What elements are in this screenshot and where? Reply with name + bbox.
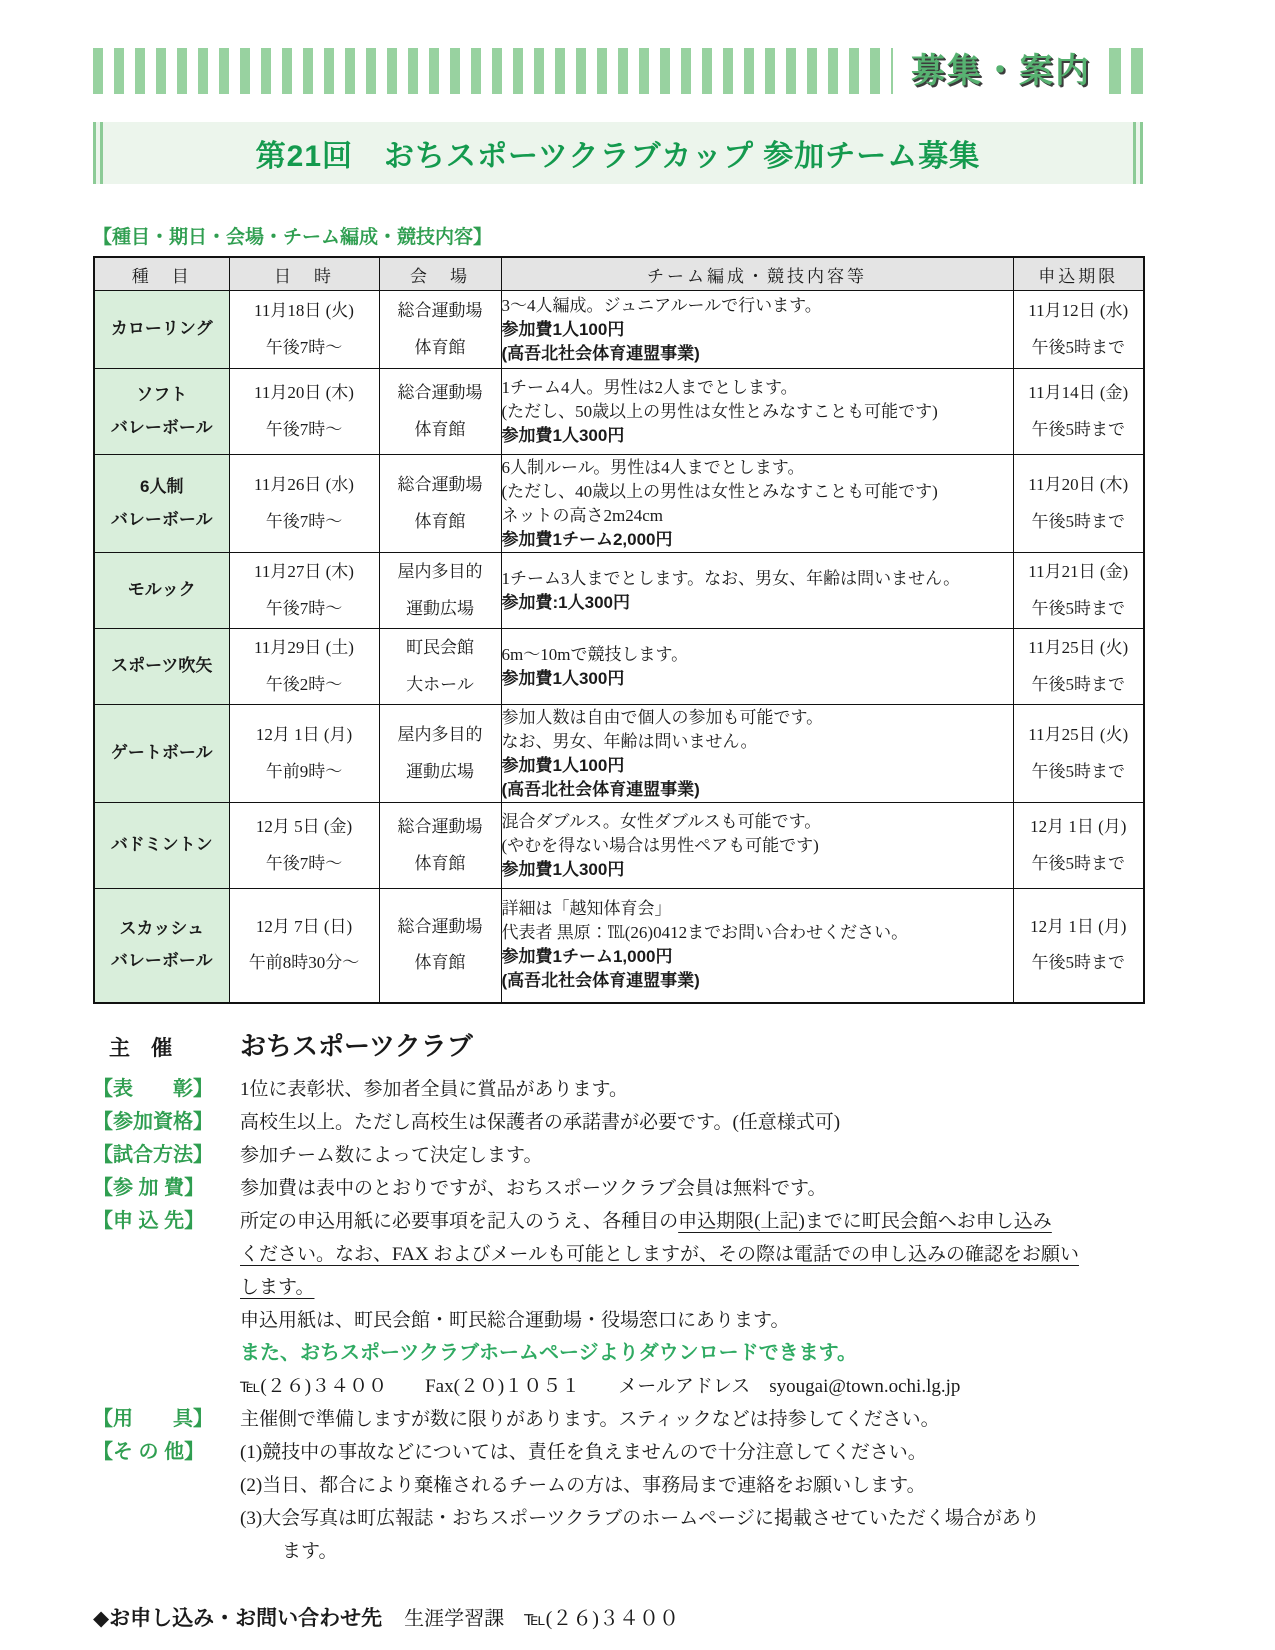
content-line: 1チーム3人までとします。なお、男女、年齢は問いません。 bbox=[501, 568, 961, 588]
content-line: 6人制ルール。男性は4人までとします。 bbox=[501, 457, 805, 477]
info-line bbox=[240, 1139, 1143, 1172]
underlined-text: します。 bbox=[240, 1276, 315, 1298]
footer-department: 生涯学習課 bbox=[404, 1607, 505, 1630]
content-line: (ただし、50歳以上の男性は女性とみなすことも可能です) bbox=[501, 401, 938, 421]
text-segment: (1)競技中の事故などについては、責任を負えませんので十分注意してください。 bbox=[240, 1441, 927, 1463]
date-cell: 11月26日 (水) 午後7時～ bbox=[229, 455, 379, 553]
footer-phone: ℡(２６)３４００ bbox=[524, 1607, 679, 1630]
deadline-cell: 11月14日 (金) 午後5時まで bbox=[1013, 369, 1144, 455]
info-item bbox=[93, 1172, 1143, 1205]
info-item-body bbox=[240, 1403, 1143, 1436]
info-item-label: 【用 具】 bbox=[93, 1407, 213, 1430]
title-box bbox=[93, 122, 1143, 184]
table-row bbox=[94, 629, 1144, 705]
content-cell bbox=[501, 629, 1013, 705]
date-cell: 11月27日 (木) 午後7時～ bbox=[229, 553, 379, 629]
info-item-body bbox=[240, 1205, 1143, 1403]
event-cell: モルック bbox=[94, 553, 229, 629]
info-line bbox=[240, 1238, 1143, 1271]
text-segment: 高校生以上。ただし高校生は保護者の承諾書が必要です。(任意様式可) bbox=[240, 1111, 841, 1133]
info-line bbox=[240, 1073, 1143, 1106]
event-cell: スポーツ吹矢 bbox=[94, 629, 229, 705]
table-row bbox=[94, 291, 1144, 369]
event-cell: ゲートボール bbox=[94, 705, 229, 803]
content-line: 1チーム4人。男性は2人までとします。 bbox=[501, 377, 798, 397]
content-cell bbox=[501, 369, 1013, 455]
footer-contact-label: ◆お申し込み・お問い合わせ先 bbox=[93, 1606, 383, 1630]
schedule-table-body bbox=[94, 291, 1144, 1003]
date-cell: 11月18日 (火) 午後7時～ bbox=[229, 291, 379, 369]
venue-cell: 総合運動場 体育館 bbox=[379, 803, 501, 889]
date-cell: 12月 5日 (金) 午後7時～ bbox=[229, 803, 379, 889]
content-line: 参加人数は自由で個人の参加も可能です。 bbox=[501, 707, 824, 727]
text-segment: 所定の申込用紙に必要事項を記入のうえ、各種目の bbox=[240, 1210, 679, 1232]
info-item bbox=[93, 1205, 1143, 1403]
info-item-label: 【参加資格】 bbox=[93, 1110, 213, 1133]
section-heading: 【種目・期日・会場・チーム編成・競技内容】 bbox=[93, 227, 493, 248]
content-line: 参加費:1人300円 bbox=[501, 592, 630, 612]
organizer-value: おちスポーツクラブ bbox=[240, 1030, 473, 1061]
content-line: (高吾北社会体育連盟事業) bbox=[501, 971, 700, 991]
table-row bbox=[94, 369, 1144, 455]
schedule-table bbox=[93, 256, 1145, 1004]
event-cell: スカッシュ バレーボール bbox=[94, 889, 229, 1003]
deadline-cell: 11月25日 (火) 午後5時まで bbox=[1013, 705, 1144, 803]
banner-end-stripes-decoration bbox=[1109, 48, 1143, 94]
venue-cell: 総合運動場 体育館 bbox=[379, 889, 501, 1003]
content-cell bbox=[501, 553, 1013, 629]
info-line bbox=[240, 1172, 1143, 1205]
info-line bbox=[240, 1337, 1143, 1370]
info-line bbox=[240, 1205, 1143, 1238]
date-cell: 12月 1日 (月) 午前9時～ bbox=[229, 705, 379, 803]
text-segment: 主催側で準備しますが数に限りがあります。スティックなどは持参してください。 bbox=[240, 1408, 940, 1430]
info-item bbox=[93, 1403, 1143, 1436]
deadline-cell: 11月12日 (水) 午後5時まで bbox=[1013, 291, 1144, 369]
schedule-table-header bbox=[94, 257, 1144, 291]
text-segment: また、おちスポーツクラブホームページよりダウンロードできます。 bbox=[240, 1341, 857, 1364]
content-line: 参加費1チーム1,000円 bbox=[501, 947, 673, 967]
text-segment: 1位に表彰状、参加者全員に賞品があります。 bbox=[240, 1078, 628, 1100]
organizer-label: 主 催 bbox=[109, 1036, 172, 1060]
banner-label: 募集・案内 bbox=[911, 52, 1091, 90]
deadline-cell: 11月20日 (木) 午後5時まで bbox=[1013, 455, 1144, 553]
info-item-body bbox=[240, 1436, 1143, 1568]
content-line: 参加費1チーム2,000円 bbox=[501, 529, 673, 549]
venue-cell: 総合運動場 体育館 bbox=[379, 369, 501, 455]
info-item bbox=[93, 1139, 1143, 1172]
info-item-label: 【表 彰】 bbox=[93, 1077, 213, 1100]
content-line: 混合ダブルス。女性ダブルスも可能です。 bbox=[501, 811, 822, 831]
table-row bbox=[94, 705, 1144, 803]
content-line: 3～4人編成。ジュニアルールで行います。 bbox=[501, 295, 822, 315]
info-item-body bbox=[240, 1106, 1143, 1139]
event-cell: カローリング bbox=[94, 291, 229, 369]
info-item bbox=[93, 1436, 1143, 1568]
info-item bbox=[93, 1073, 1143, 1106]
info-line bbox=[240, 1106, 1143, 1139]
footer bbox=[93, 1602, 1143, 1632]
page-title: 第21回 おちスポーツクラブカップ 参加チーム募集 bbox=[255, 140, 981, 173]
text-segment: ます。 bbox=[282, 1540, 338, 1562]
table-row bbox=[94, 553, 1144, 629]
content-cell bbox=[501, 889, 1013, 1003]
content-cell bbox=[501, 291, 1013, 369]
info-item-body bbox=[240, 1073, 1143, 1106]
banner-stripes-decoration bbox=[93, 48, 893, 94]
content-line: 参加費1人300円 bbox=[501, 425, 625, 445]
venue-cell: 総合運動場 体育館 bbox=[379, 291, 501, 369]
column-header-venue: 会 場 bbox=[379, 257, 501, 291]
column-header-date: 日 時 bbox=[229, 257, 379, 291]
text-segment: 申込用紙は、町民会館・町民総合運動場・役場窓口にあります。 bbox=[240, 1309, 790, 1331]
info-item-label: 【試合方法】 bbox=[93, 1143, 213, 1166]
text-segment: ℡(２６)３４００ Fax(２０)１０５１ メールアドレス syougai@town.ochi.lg.jp bbox=[240, 1375, 961, 1397]
info-item-label: 【申 込 先】 bbox=[93, 1209, 205, 1232]
venue-cell: 屋内多目的 運動広場 bbox=[379, 705, 501, 803]
info-item-body bbox=[240, 1172, 1143, 1205]
deadline-cell: 12月 1日 (月) 午後5時まで bbox=[1013, 889, 1144, 1003]
header-row bbox=[94, 257, 1144, 291]
info-line bbox=[240, 1502, 1143, 1535]
event-cell: 6人制 バレーボール bbox=[94, 455, 229, 553]
info-list bbox=[93, 1073, 1143, 1568]
deadline-cell: 12月 1日 (月) 午後5時まで bbox=[1013, 803, 1144, 889]
content-line: (高吾北社会体育連盟事業) bbox=[501, 779, 700, 799]
content-line: 6m～10mで競技します。 bbox=[501, 644, 689, 664]
info-line bbox=[240, 1304, 1143, 1337]
text-segment: 参加費は表中のとおりですが、おちスポーツクラブ会員は無料です。 bbox=[240, 1177, 827, 1199]
content-line: なお、男女、年齢は問いません。 bbox=[501, 731, 758, 751]
event-cell: ソフト バレーボール bbox=[94, 369, 229, 455]
info-line bbox=[240, 1403, 1143, 1436]
venue-cell: 総合運動場 体育館 bbox=[379, 455, 501, 553]
venue-cell: 屋内多目的 運動広場 bbox=[379, 553, 501, 629]
date-cell: 11月20日 (木) 午後7時～ bbox=[229, 369, 379, 455]
column-header-deadline: 申込期限 bbox=[1013, 257, 1144, 291]
content-line: ネットの高さ2m24cm bbox=[501, 505, 663, 525]
date-cell: 12月 7日 (日) 午前8時30分～ bbox=[229, 889, 379, 1003]
content-line: 参加費1人300円 bbox=[501, 859, 625, 879]
content-line: 詳細は「越知体育会」 bbox=[501, 899, 672, 919]
info-item bbox=[93, 1106, 1143, 1139]
content-cell bbox=[501, 455, 1013, 553]
info-item-label: 【そ の 他】 bbox=[93, 1440, 205, 1463]
info-item-label: 【参 加 費】 bbox=[93, 1176, 205, 1199]
info-line bbox=[240, 1370, 1143, 1403]
table-row bbox=[94, 889, 1144, 1003]
table-row bbox=[94, 455, 1144, 553]
content-line: (高吾北社会体育連盟事業) bbox=[501, 343, 700, 363]
organizer-row bbox=[93, 1026, 1143, 1063]
content-area bbox=[0, 48, 1275, 1632]
content-line: 参加費1人300円 bbox=[501, 668, 625, 688]
table-row bbox=[94, 803, 1144, 889]
info-line bbox=[240, 1469, 1143, 1502]
column-header-content: チーム編成・競技内容等 bbox=[501, 257, 1013, 291]
text-segment: (2)当日、都合により棄権されるチームの方は、事務局まで連絡をお願いします。 bbox=[240, 1474, 926, 1496]
column-header-event: 種 目 bbox=[94, 257, 229, 291]
content-line: (やむを得ない場合は男性ペアも可能です) bbox=[501, 835, 819, 855]
deadline-cell: 11月25日 (火) 午後5時まで bbox=[1013, 629, 1144, 705]
info-item-body bbox=[240, 1139, 1143, 1172]
content-line: 代表者 黒原：℡(26)0412までお問い合わせください。 bbox=[501, 923, 909, 943]
underlined-text: ください。なお、FAX およびメールも可能としますが、その際は電話での申し込みの確認をお願い bbox=[240, 1243, 1079, 1265]
content-line: 参加費1人100円 bbox=[501, 755, 625, 775]
info-line bbox=[240, 1436, 1143, 1469]
content-cell bbox=[501, 803, 1013, 889]
deadline-cell: 11月21日 (金) 午後5時まで bbox=[1013, 553, 1144, 629]
text-segment: 参加チーム数によって決定します。 bbox=[240, 1144, 543, 1166]
banner bbox=[93, 48, 1143, 94]
venue-cell: 町民会館 大ホール bbox=[379, 629, 501, 705]
event-cell: バドミントン bbox=[94, 803, 229, 889]
info-line bbox=[240, 1535, 1143, 1568]
content-line: (ただし、40歳以上の男性は女性とみなすことも可能です) bbox=[501, 481, 938, 501]
content-cell bbox=[501, 705, 1013, 803]
info-line bbox=[240, 1271, 1143, 1304]
content-line: 参加費1人100円 bbox=[501, 319, 625, 339]
text-segment: (3)大会写真は町広報誌・おちスポーツクラブのホームページに掲載させていただく場合があり bbox=[240, 1507, 1040, 1529]
underlined-text: 申込期限(上記)までに町民会館へお申し込み bbox=[678, 1210, 1052, 1232]
date-cell: 11月29日 (土) 午後2時～ bbox=[229, 629, 379, 705]
